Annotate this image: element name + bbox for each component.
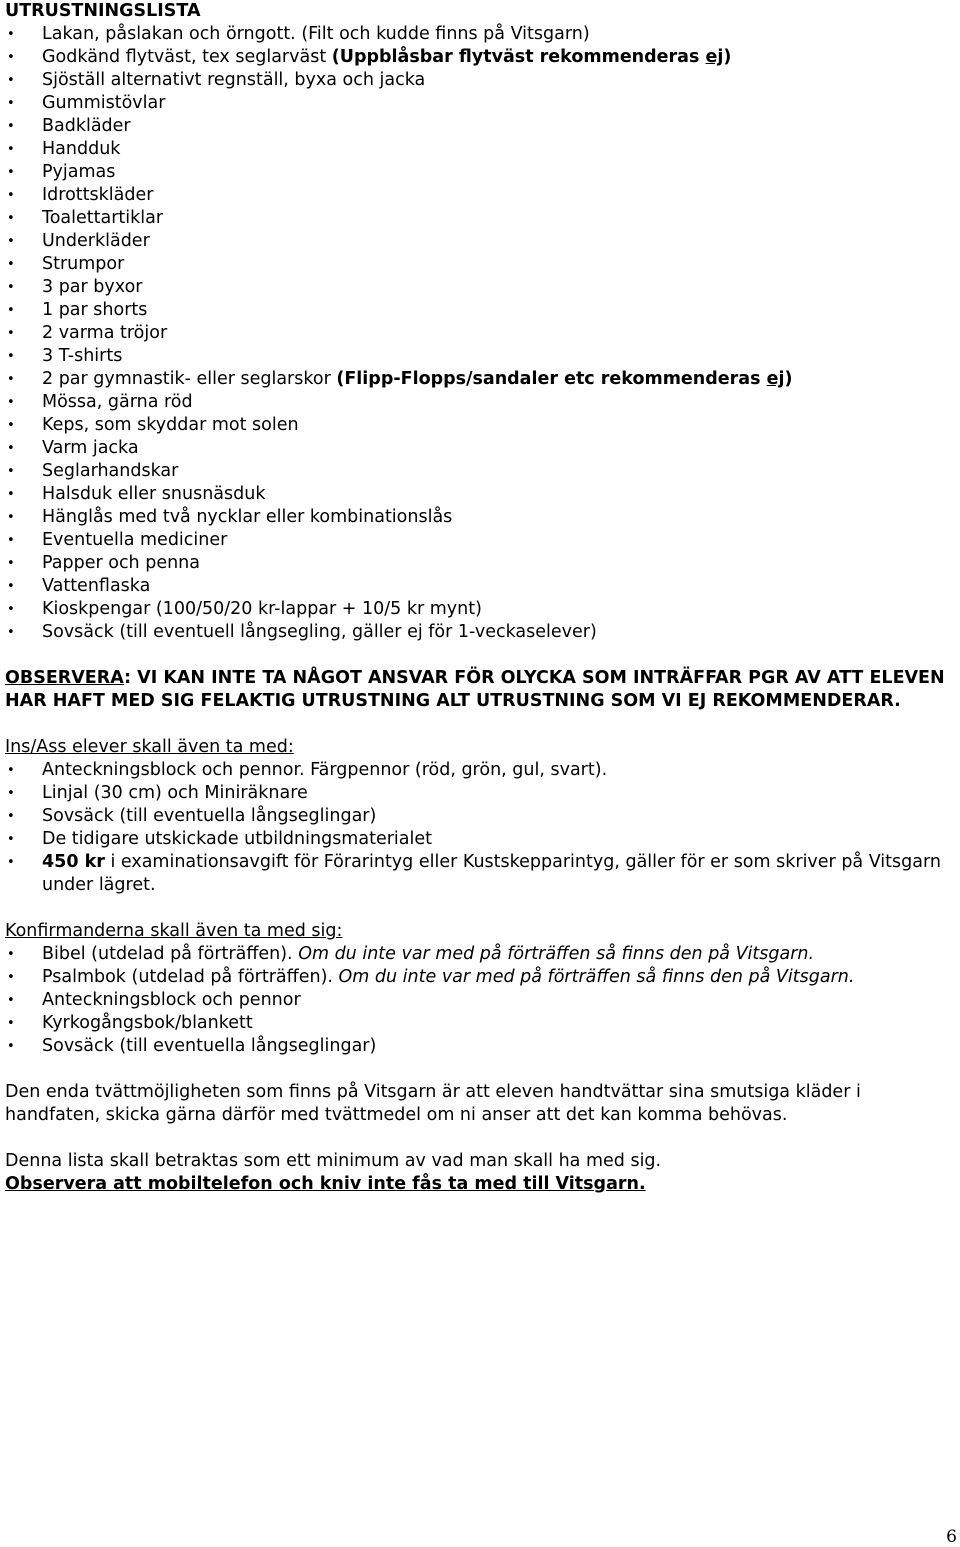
shoes-warning: (Flipp-Flopps/sandaler etc rekommenderas <box>336 369 767 389</box>
spacer <box>5 1058 955 1081</box>
list-item: • Anteckningsblock och pennor <box>5 989 955 1012</box>
list-item: • 3 T-shirts <box>5 345 955 368</box>
list-item: • Handduk <box>5 138 955 161</box>
psalmbok-text: Psalmbok (utdelad på förträffen). <box>42 967 339 987</box>
list-item: • Eventuella mediciner <box>5 529 955 552</box>
list-item: • Mössa, gärna röd <box>5 391 955 414</box>
list-item: • Strumpor <box>5 253 955 276</box>
spacer <box>5 1127 955 1150</box>
final-note: Observera att mobiltelefon och kniv inte fås ta med till Vitsgarn. <box>5 1174 646 1194</box>
equipment-list <box>5 23 955 644</box>
list-item: • Lakan, påslakan och örngott. (Filt och kudde finns på Vitsgarn) <box>5 23 955 46</box>
list-item: • Sovsäck (till eventuella långseglingar) <box>5 805 955 828</box>
psalmbok-note: Om du inte var med på förträffen så finns den på Vitsgarn. <box>338 967 855 987</box>
list-item: • Vattenflaska <box>5 575 955 598</box>
spacer <box>5 713 955 736</box>
shoes-close: ) <box>784 369 793 389</box>
list-item: • Sovsäck (till eventuell långsegling, gäller ej för 1-veckaselever) <box>5 621 955 644</box>
insass-heading <box>5 736 955 759</box>
page-title: UTRUSTNINGSLISTA <box>5 1 201 21</box>
konfirmand-heading-rest: skall även ta med sig: <box>144 921 343 941</box>
list-item: • 1 par shorts <box>5 299 955 322</box>
list-item: • De tidigare utskickade utbildningsmaterialet <box>5 828 955 851</box>
list-item: • Gummistövlar <box>5 92 955 115</box>
list-item: • Halsduk eller snusnäsduk <box>5 483 955 506</box>
minimum-paragraph: Denna lista skall betraktas som ett minimum av vad man skall ha med sig. <box>5 1151 662 1171</box>
list-item: • Badkläder <box>5 115 955 138</box>
list-item-psalmbok <box>5 966 955 989</box>
page-number: 6 <box>946 1527 957 1547</box>
list-item: • Kyrkogångsbok/blankett <box>5 1012 955 1035</box>
insass-list <box>5 759 955 897</box>
life-vest-close: ) <box>723 47 732 67</box>
konfirmand-heading-label: Konfirmanderna <box>5 921 145 941</box>
list-item-life-vest <box>5 46 955 69</box>
bibel-note: Om du inte var med på förträffen så finns den på Vitsgarn. <box>298 944 815 964</box>
list-item-shoes <box>5 368 955 391</box>
list-item: • Varm jacka <box>5 437 955 460</box>
konfirmand-heading <box>5 920 955 943</box>
list-item: • Papper och penna <box>5 552 955 575</box>
list-item-bibel <box>5 943 955 966</box>
list-item: • Keps, som skyddar mot solen <box>5 414 955 437</box>
shoes-ej: ej <box>766 369 785 389</box>
life-vest-warning: (Uppblåsbar flytväst rekommenderas <box>331 47 706 67</box>
life-vest-text: Godkänd flytväst, tex seglarväst <box>42 47 332 67</box>
insass-heading-rest: elever skall även ta med: <box>66 737 294 757</box>
document-page <box>5 0 955 1196</box>
fee-text: i examinationsavgift för Förarintyg eller Kustskepparintyg, gäller för er som skriver på Vitsgarn under lägret. <box>42 852 941 895</box>
warning-label: OBSERVERA <box>5 668 125 688</box>
washing-paragraph: Den enda tvättmöjligheten som finns på Vitsgarn är att eleven handtvättar sina smutsiga kläder i handfaten, skicka gärna därför med tvättmedel om ni anser att det kan komma behövas. <box>5 1082 861 1125</box>
list-item: • Sjöställ alternativt regnställ, byxa och jacka <box>5 69 955 92</box>
list-item: • Toalettartiklar <box>5 207 955 230</box>
fee-amount: 450 kr <box>42 852 105 872</box>
warning-text: : VI KAN INTE TA NÅGOT ANSVAR FÖR OLYCKA SOM INTRÄFFAR PGR AV ATT ELEVEN HAR HAFT MED SIG FELAKTIG UTRUSTNING ALT UTRUSTNING SOM VI EJ REKOMMENDERAR. <box>5 668 945 711</box>
list-item: • Linjal (30 cm) och Miniräknare <box>5 782 955 805</box>
list-item: • Underkläder <box>5 230 955 253</box>
list-item: • Idrottskläder <box>5 184 955 207</box>
list-item: • Kioskpengar (100/50/20 kr-lappar + 10/5 kr mynt) <box>5 598 955 621</box>
warning-paragraph <box>5 667 955 713</box>
insass-heading-label: Ins/Ass <box>5 737 67 757</box>
list-item: • Hänglås med två nycklar eller kombinationslås <box>5 506 955 529</box>
konfirmand-list <box>5 943 955 1058</box>
list-item: • 3 par byxor <box>5 276 955 299</box>
list-item: • Sovsäck (till eventuella långseglingar) <box>5 1035 955 1058</box>
list-item: • Pyjamas <box>5 161 955 184</box>
shoes-text: 2 par gymnastik- eller seglarskor <box>42 369 337 389</box>
list-item: • 2 varma tröjor <box>5 322 955 345</box>
bibel-text: Bibel (utdelad på förträffen). <box>42 944 299 964</box>
life-vest-ej: ej <box>705 47 724 67</box>
list-item-fee <box>5 851 955 897</box>
list-item: • Seglarhandskar <box>5 460 955 483</box>
spacer <box>5 644 955 667</box>
list-item: • Anteckningsblock och pennor. Färgpennor (röd, grön, gul, svart). <box>5 759 955 782</box>
spacer <box>5 897 955 920</box>
